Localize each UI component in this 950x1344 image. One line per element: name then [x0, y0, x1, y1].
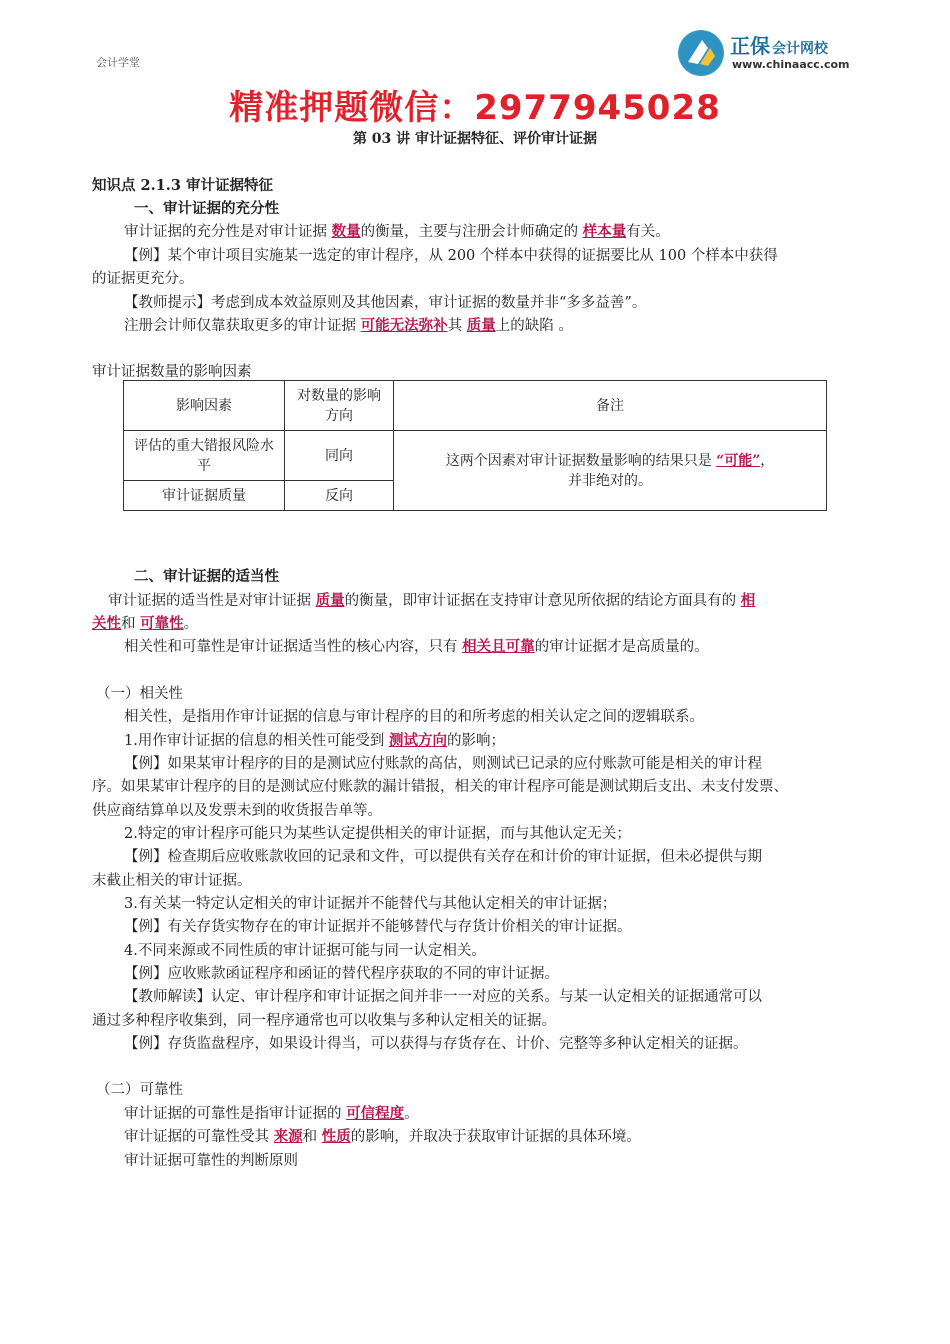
example-line: 【例】如果某审计程序的目的是测试应付账款的高估，则测试已记录的应付账款可能是相关的审计程	[124, 756, 762, 772]
table-header-cell: 备注	[394, 381, 827, 431]
section-2-heading: 二、审计证据的适当性	[134, 568, 279, 585]
table-cell-factor: 评估的重大错报风险水平	[124, 431, 285, 481]
example-line: 【例】某个审计项目实施某一选定的审计程序，从 200 个样本中获得的证据要比从 100 个样本中获得	[124, 248, 778, 264]
example-line: 【例】存货监盘程序，如果设计得当，可以获得与存货存在、计价、完整等多种认定相关的证据。	[124, 1036, 748, 1052]
example-line: 【例】有关存货实物存在的审计证据并不能够替代与存货计价相关的审计证据。	[124, 919, 632, 935]
table-caption: 审计证据数量的影响因素	[92, 364, 252, 380]
factors-table	[123, 380, 827, 511]
lecture-title: 第 03 讲 审计证据特征、评价审计证据	[352, 131, 598, 147]
list-item: 1.用作审计证据的信息的相关性可能受到 测试方向的影响；	[124, 732, 505, 749]
list-item: 3.有关某一特定认定相关的审计证据并不能替代与其他认定相关的审计证据；	[124, 896, 617, 912]
paragraph: 关性和 可靠性。	[92, 615, 199, 632]
example-line: 的证据更充分。	[92, 271, 194, 287]
paragraph: 审计证据的充分性是对审计证据 数量的衡量，主要与注册会计师确定的 样本量有关。	[124, 223, 670, 240]
example-line: 序。如果某审计程序的目的是测试应付账款的漏计错报，相关的审计程序可能是测试期后支出、未支付发票、	[92, 779, 788, 795]
teacher-tip: 【教师提示】考虑到成本效益原则及其他因素，审计证据的数量并非“多多益善”。	[124, 295, 647, 311]
paragraph: 审计证据的可靠性是指审计证据的 可信程度。	[124, 1105, 419, 1122]
relevance-heading: （一）相关性	[96, 686, 183, 702]
paragraph: 审计证据的可靠性受其 来源和 性质的影响，并取决于获取审计证据的具体环境。	[124, 1128, 641, 1145]
paragraph: 相关性和可靠性是审计证据适当性的核心内容，只有 相关且可靠的审计证据才是高质量的。	[124, 638, 709, 655]
table-header-row	[124, 381, 827, 431]
teacher-tip: 通过多种程序收集到，同一程序通常也可以收集与多种认定相关的证据。	[92, 1013, 556, 1029]
table-cell-note: 这两个因素对审计证据数量影响的结果只是 “可能”， 并非绝对的。	[394, 431, 827, 511]
table-cell-factor: 审计证据质量	[124, 481, 285, 511]
header-cut-text: 会计学堂	[96, 56, 140, 69]
example-line: 【例】检查期后应收账款收回的记录和文件，可以提供有关存在和计价的审计证据，但未必提供与期	[124, 849, 762, 865]
example-line: 末截止相关的审计证据。	[92, 873, 252, 889]
paragraph: 审计证据的适当性是对审计证据 质量的衡量，即审计证据在支持审计意见所依据的结论方面具有的 相	[108, 592, 756, 609]
table-header-cell: 影响因素	[124, 381, 285, 431]
list-item: 2.特定的审计程序可能只为某些认定提供相关的审计证据，而与其他认定无关；	[124, 826, 631, 842]
paragraph: 相关性，是指用作审计证据的信息与审计程序的目的和所考虑的相关认定之间的逻辑联系。	[124, 709, 704, 725]
knowledge-point: 知识点 2.1.3 审计证据特征	[92, 177, 273, 194]
example-line: 供应商结算单以及发票未到的收货报告单等。	[92, 803, 382, 819]
logo-brand: 正保 会计网校	[730, 34, 828, 58]
list-item: 4.不同来源或不同性质的审计证据可能与同一认定相关。	[124, 943, 486, 959]
example-line: 【例】应收账款函证程序和函证的替代程序获取的不同的审计证据。	[124, 966, 559, 982]
section-1-heading: 一、审计证据的充分性	[134, 200, 279, 217]
table-cell-direction: 同向	[285, 431, 394, 481]
table-cell-direction: 反向	[285, 481, 394, 511]
paragraph: 注册会计师仅靠获取更多的审计证据 可能无法弥补其 质量上的缺陷 。	[124, 317, 573, 334]
paragraph: 审计证据可靠性的判断原则	[124, 1153, 298, 1169]
logo-emblem-icon	[678, 30, 724, 76]
logo-url: www.chinaacc.com	[732, 58, 850, 71]
headline: 精准押题微信：2977945028	[229, 88, 721, 128]
teacher-tip: 【教师解读】认定、审计程序和审计证据之间并非一一对应的关系。与某一认定相关的证据通常可以	[124, 989, 762, 1005]
logo	[678, 28, 878, 78]
table-row	[124, 431, 827, 481]
reliability-heading: （二）可靠性	[96, 1082, 183, 1098]
table-header-cell: 对数量的影响方向	[285, 381, 394, 431]
